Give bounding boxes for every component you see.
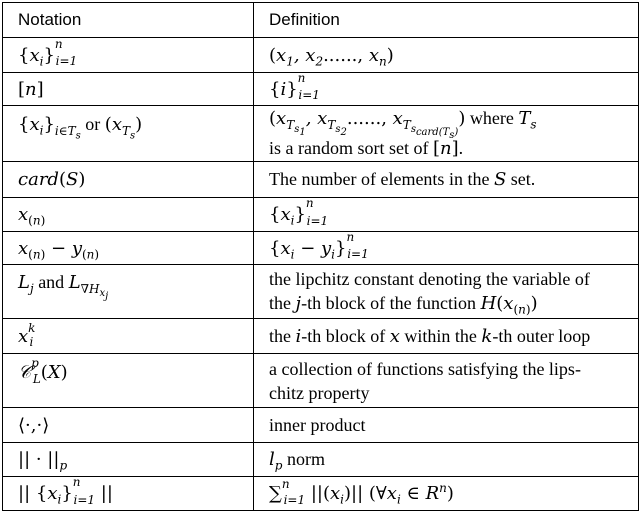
notation-cell: [n] xyxy=(3,73,254,106)
notation-cell: $\{x_i\}^n_{i=1}$ xyxy=(3,38,254,73)
definition-cell: ($x_1$, $x_2$......, $x_n$) xyxy=(254,38,639,73)
table-row xyxy=(3,38,639,73)
block-of-text: -th block of xyxy=(301,325,386,346)
definition-cell xyxy=(254,354,639,408)
table-row xyxy=(3,477,639,511)
notation-cell: || · $||_p$ xyxy=(3,443,254,477)
definition-cell: the lipchitz constant denoting the variable of the j-th block of the function $H(x_{(n)})$ xyxy=(254,265,639,319)
notation-cell: $x^k_i$ xyxy=(3,319,254,354)
notation-cell: $\{x_i\}_{i\in T_s}$ or $(x_{T_s})$ xyxy=(3,106,254,162)
notation-cell: $x_{(n)}$ xyxy=(3,198,254,232)
definition-cell: ($x_{T_{s_1}}$, $x_{T_{s_2}}$......, $x_{T_{s_{card(T_s)}}}$) where $T_s$ is a random sort set of [n]. xyxy=(254,106,639,162)
set-word: set. xyxy=(510,169,536,189)
notation-cell: || $\{x_i\}^n_{i=1}$ || xyxy=(3,477,254,511)
notation-cell: 𝒞$^p_L$(X) xyxy=(3,354,254,408)
table-row xyxy=(3,198,639,232)
definition-cell: $\{x_i - y_i\}^n_{i=1}$ xyxy=(254,232,639,265)
definition-cell xyxy=(254,408,639,443)
table-row xyxy=(3,162,639,198)
definition-cell: $\{i\}^n_{i=1}$ xyxy=(254,73,639,106)
collection-text-2: chitz property xyxy=(269,382,370,403)
random-sort-text: is a random sort set of xyxy=(269,137,429,158)
notation-cell: $L_j$ and $L_{\nabla H_{x_j}}$ xyxy=(3,265,254,319)
and-word: and xyxy=(38,272,65,292)
table-row xyxy=(3,354,639,408)
table-row xyxy=(3,265,639,319)
norm-text: norm xyxy=(286,449,325,469)
definition-cell: ∑$^n_{i=1}$ $||(x_i)||$ ($\forall x_i$ ∈ $R^n$) xyxy=(254,477,639,511)
outer-loop-text: -th outer loop xyxy=(492,325,591,346)
header-row xyxy=(3,3,639,38)
definition-cell: $\{x_i\}^n_{i=1}$ xyxy=(254,198,639,232)
notation-cell: card(S) xyxy=(3,162,254,198)
block-function-text: -th block of the function xyxy=(301,293,477,313)
table-row xyxy=(3,443,639,477)
table-row xyxy=(3,106,639,162)
card-text: The number of elements in the xyxy=(269,169,490,189)
notation-table xyxy=(2,2,639,511)
table-row xyxy=(3,319,639,354)
definition-cell: $l_p$ norm xyxy=(254,443,639,477)
the-word: the xyxy=(269,325,291,346)
definition-cell: the i-th block of x within the k-th outer loop xyxy=(254,319,639,354)
notation-cell: $x_{(n)} - y_{(n)}$ xyxy=(3,232,254,265)
the-word: the xyxy=(269,293,291,313)
notation-header: Notation xyxy=(3,3,254,38)
definition-header: Definition xyxy=(254,3,639,38)
collection-text-1: a collection of functions satisfying the lips- xyxy=(269,358,581,379)
definition-cell: The number of elements in the S set. xyxy=(254,162,639,198)
table-row xyxy=(3,408,639,443)
where-word: where xyxy=(469,108,514,128)
or-word: or xyxy=(85,114,101,134)
within-text: within the xyxy=(404,325,477,346)
table-row xyxy=(3,73,639,106)
lipchitz-text: the lipchitz constant denoting the variable of xyxy=(269,269,590,289)
notation-cell: ⟨·,·⟩ xyxy=(3,408,254,443)
inner-product-text: inner product xyxy=(269,415,366,435)
table-row xyxy=(3,232,639,265)
